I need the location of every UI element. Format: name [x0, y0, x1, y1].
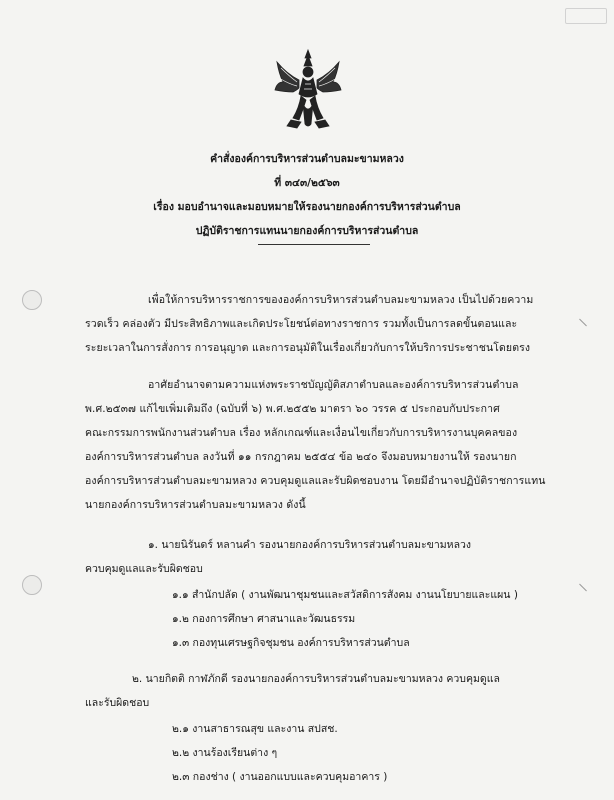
para2-line: นายกองค์การบริหารส่วนตำบลมะขามหลวง ดังนี้: [85, 499, 306, 511]
section1-subheading: ควบคุมดูแลและรับผิดชอบ: [85, 563, 203, 575]
punch-hole-top: [22, 290, 42, 310]
order-subject-line2: ปฏิบัติราชการแทนนายกองค์การบริหารส่วนตำบล: [195, 225, 419, 237]
section1-item: ๑.๑ สำนักปลัด ( งานพัฒนาชุมชนและสวัสดิการสังคม งานนโยบายและแผน ): [172, 589, 518, 601]
para1-line: เพื่อให้การบริหารราชการขององค์การบริหารส่วนตำบลมะขามหลวง เป็นไปด้วยความ: [148, 294, 534, 306]
order-number: ที่ ๓๔๓/๒๕๖๓: [274, 177, 340, 189]
para1-line: รวดเร็ว คล่องตัว มีประสิทธิภาพและเกิดประโยชน์ต่อทางราชการ รวมทั้งเป็นการลดขั้นตอนและ: [85, 318, 518, 330]
margin-tick: [579, 584, 587, 592]
header-divider: [258, 244, 370, 245]
section2-heading: ๒. นายกิตติ กาฬภักดี รองนายกองค์การบริหารส่วนตำบลมะขามหลวง ควบคุมดูแล: [132, 673, 500, 685]
para2-line: องค์การบริหารส่วนตำบลมะขามหลวง ควบคุมดูแลและรับผิดชอบงาน โดยมีอำนาจปฏิบัติราชการแทน: [85, 475, 546, 487]
margin-tick: [579, 319, 587, 327]
order-title: คำสั่งองค์การบริหารส่วนตำบลมะขามหลวง: [210, 153, 404, 165]
garuda-emblem: [273, 48, 343, 134]
para2-line: องค์การบริหารส่วนตำบล ลงวันที่ ๑๑ กรกฎาคม ๒๕๕๔ ข้อ ๒๔๐ จึงมอบหมายงานให้ รองนายก: [85, 451, 517, 463]
section2-item: ๒.๓ กองช่าง ( งานออกแบบและควบคุมอาคาร ): [172, 771, 388, 783]
order-subject-line1: เรื่อง มอบอำนาจและมอบหมายให้รองนายกองค์การบริหารส่วนตำบล: [153, 201, 461, 213]
para1-line: ระยะเวลาในการสั่งการ การอนุญาต และการอนุมัติในเรื่องเกี่ยวกับการให้บริการประชาชนโดยตรง: [85, 342, 531, 354]
section1-item: ๑.๒ กองการศึกษา ศาสนาและวัฒนธรรม: [172, 613, 356, 625]
para2-line: คณะกรรมการพนักงานส่วนตำบล เรื่อง หลักเกณฑ์และเงื่อนไขเกี่ยวกับการบริหารงานบุคคลของ: [85, 427, 518, 439]
section2-item: ๒.๑ งานสาธารณสุข และงาน สปสช.: [172, 723, 338, 735]
section2-item: ๒.๒ งานร้องเรียนต่าง ๆ: [172, 747, 278, 759]
para2-line: พ.ศ.๒๕๓๗ แก้ไขเพิ่มเติมถึง (ฉบับที่ ๖) พ.ศ.๒๕๕๒ มาตรา ๖๐ วรรค ๕ ประกอบกับประกาศ: [85, 403, 500, 415]
section1-item: ๑.๓ กองทุนเศรษฐกิจชุมชน องค์การบริหารส่วนตำบล: [172, 637, 410, 649]
punch-hole-bottom: [22, 575, 42, 595]
section2-subheading: และรับผิดชอบ: [85, 697, 150, 709]
corner-mark: [565, 8, 607, 24]
para2-line: อาศัยอำนาจตามความแห่งพระราชบัญญัติสภาตำบลและองค์การบริหารส่วนตำบล: [148, 379, 519, 391]
section1-heading: ๑. นายนิรันดร์ หลานคำ รองนายกองค์การบริหารส่วนตำบลมะขามหลวง: [148, 539, 472, 551]
